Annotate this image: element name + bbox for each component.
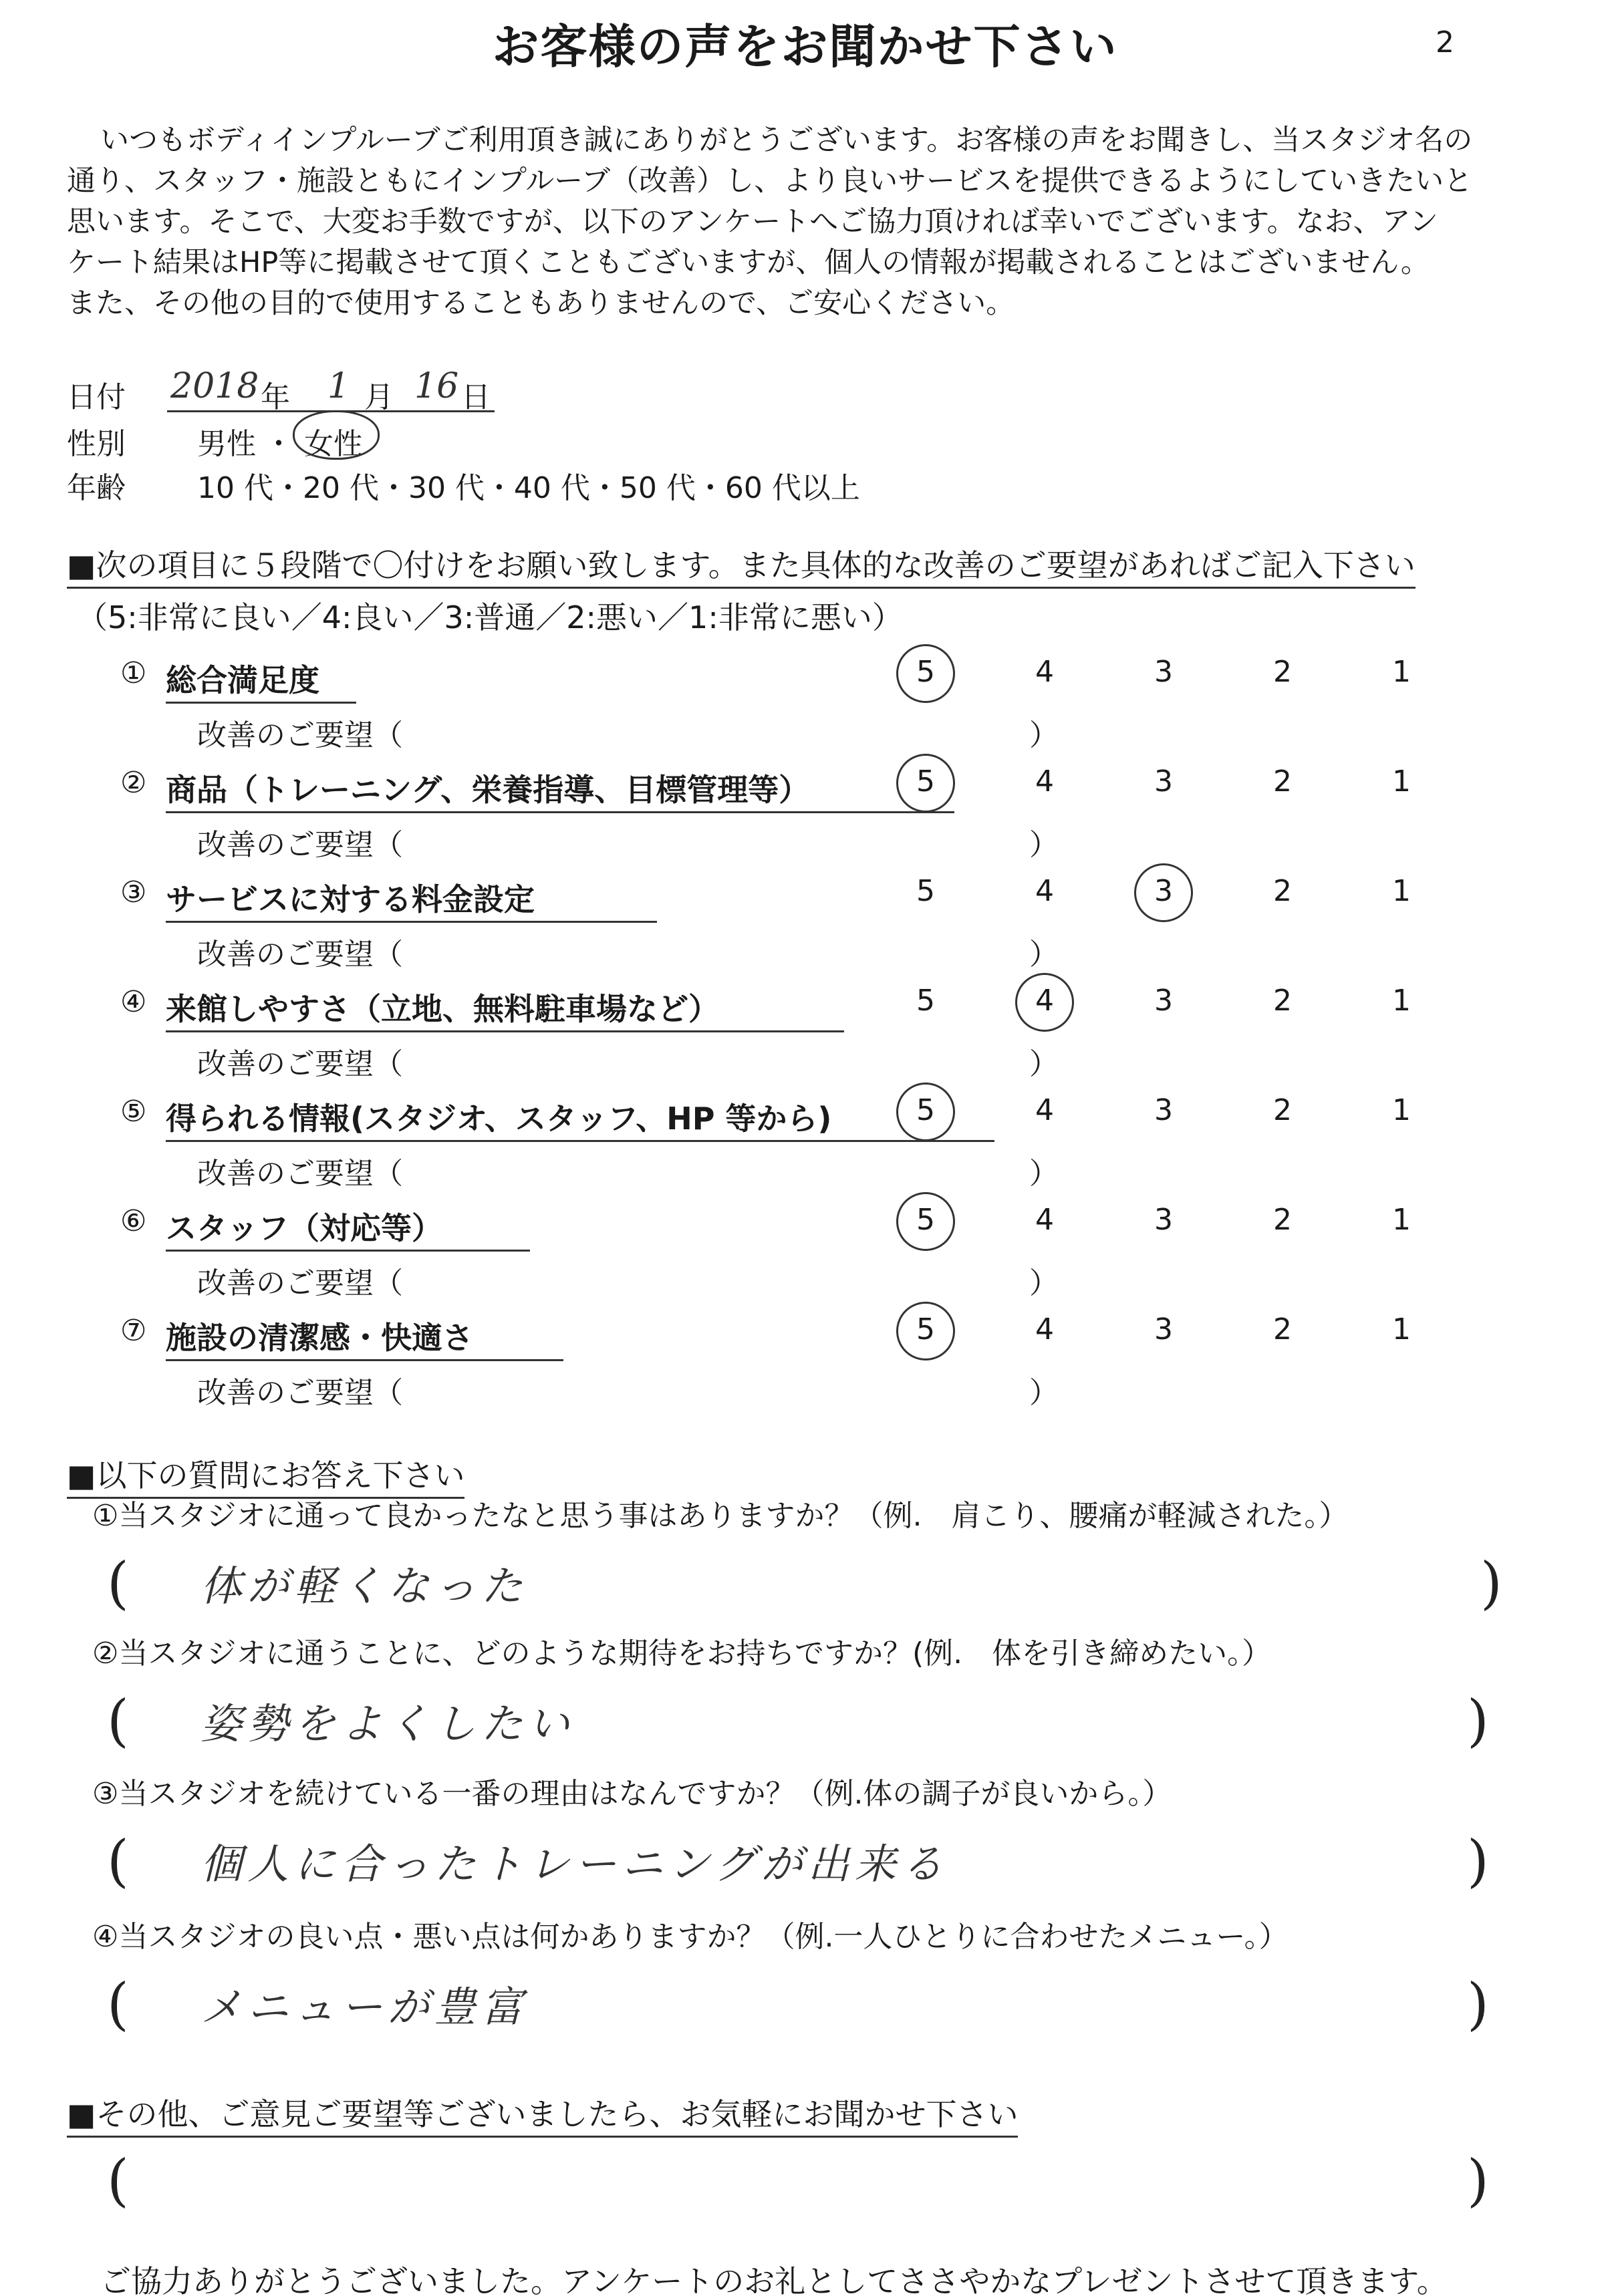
intro-line: ケート結果はHP等に掲載させて頂くこともございますが、個人の情報が掲載されることはございません。 [67,246,1430,279]
improvement-request-label: 改善のご要望（ [197,1376,403,1410]
open-question: ③当スタジオを続けている一番の理由はなんですか？（例.体の調子が良いから。） [92,1777,1172,1811]
open-question: ④当スタジオの良い点・悪い点は何かありますか？（例.一人ひとりに合わせたメニュー。） [92,1920,1289,1954]
rating-item-label: 施設の清潔感・快適さ [166,1314,563,1361]
rating-option-1[interactable]: 1 [1392,874,1411,908]
open-answer[interactable]: 個人に合ったトレーニングが出来る [200,1840,948,1888]
improvement-request-close: ） [1029,1047,1059,1081]
age-label: 年齢 [67,471,126,505]
intro-line: いつもボディインプルーブご利用頂き誠にありがとうございます。お客様の声をお聞きし、当スタジオ名の [100,124,1473,157]
date-day: 16 [414,366,459,406]
improvement-request-field[interactable] [441,708,1029,748]
rating-selection-circle [896,644,955,703]
rating-option-5[interactable]: 5 [916,1093,935,1127]
gender-option-female[interactable]: 女性 [304,427,363,461]
month-suffix: 月 [364,380,394,414]
rating-option-1[interactable]: 1 [1392,984,1411,1018]
rating-item-number: ① [120,656,147,690]
rating-option-3[interactable]: 3 [1154,1093,1173,1127]
improvement-request-label: 改善のご要望（ [197,1157,403,1191]
intro-line: 思います。そこで、大変お手数ですが、以下のアンケートへご協力頂ければ幸いでございます。なお、アン [67,205,1438,239]
rating-option-5[interactable]: 5 [916,1203,935,1237]
intro-line: また、その他の目的で使用することもありませんので、ご安心ください。 [67,287,1015,320]
rating-item-number: ⑤ [120,1095,147,1129]
rating-option-1[interactable]: 1 [1392,655,1411,689]
improvement-request-label: 改善のご要望（ [197,1047,403,1081]
rating-option-2[interactable]: 2 [1273,1312,1292,1346]
rating-item-label: スタッフ（対応等） [166,1204,530,1252]
rating-option-2[interactable]: 2 [1273,1203,1292,1237]
page-number: 2 [1436,25,1454,59]
gender-selection-circle [293,410,380,460]
rating-option-3[interactable]: 3 [1154,764,1173,799]
open-question: ①当スタジオに通って良かったなと思う事はありますか？（例. 肩こり、腰痛が軽減された。） [92,1499,1349,1533]
other-section-header: ■その他、ご意見ご要望等ございましたら、お気軽にお聞かせ下さい [67,2090,1018,2138]
rating-selection-circle [896,1192,955,1251]
improvement-request-field[interactable] [441,1037,1029,1077]
date-month: 1 [327,366,350,406]
improvement-request-close: ） [1029,718,1059,752]
rating-option-2[interactable]: 2 [1273,764,1292,799]
rating-option-4[interactable]: 4 [1035,874,1054,908]
other-open-paren: ( [107,2148,129,2213]
answer-open-paren: ( [107,1828,129,1894]
rating-selection-circle [1015,973,1074,1032]
gender-option-male[interactable]: 男性 [197,427,256,461]
rating-option-3[interactable]: 3 [1154,1203,1173,1237]
rating-scale-legend: （5:非常に良い／4:良い／3:普通／2:悪い／1:非常に悪い） [77,599,903,635]
rating-option-1[interactable]: 1 [1392,1312,1411,1346]
rating-option-2[interactable]: 2 [1273,1093,1292,1127]
rating-item-label: 得られる情報(スタジオ、スタッフ、HP 等から) [166,1095,994,1142]
rating-option-4[interactable]: 4 [1035,764,1054,799]
rating-item-label: 総合満足度 [166,656,356,704]
rating-option-5[interactable]: 5 [916,984,935,1018]
rating-option-3[interactable]: 3 [1154,874,1173,908]
rating-option-1[interactable]: 1 [1392,764,1411,799]
open-answer[interactable]: メニューが豊富 [200,1983,529,2031]
answer-close-paren: ) [1480,1550,1502,1616]
rating-selection-circle [896,754,955,813]
other-answer-field[interactable] [154,2158,1450,2205]
improvement-request-field[interactable] [441,818,1029,858]
gender-separator: ・ [264,427,293,461]
answer-close-paren: ) [1467,1971,1489,2037]
rating-selection-circle [1134,863,1193,922]
rating-option-5[interactable]: 5 [916,874,935,908]
gender-label: 性別 [67,427,126,461]
improvement-request-field[interactable] [441,1366,1029,1406]
rating-option-4[interactable]: 4 [1035,1312,1054,1346]
rating-option-5[interactable]: 5 [916,1312,935,1346]
open-section-header: ■以下の質問にお答え下さい [67,1451,464,1499]
rating-option-4[interactable]: 4 [1035,1203,1054,1237]
rating-item-number: ④ [120,985,147,1019]
intro-text [67,120,1564,324]
rating-option-4[interactable]: 4 [1035,655,1054,689]
answer-close-paren: ) [1467,1828,1489,1894]
improvement-request-label: 改善のご要望（ [197,828,403,862]
improvement-request-close: ） [1029,1157,1059,1191]
improvement-request-close: ） [1029,1266,1059,1300]
day-suffix: 日 [461,380,491,414]
rating-section-header: ■次の項目に５段階で〇付けをお願い致します。また具体的な改善のご要望があればご記入下さい [67,541,1416,589]
rating-option-3[interactable]: 3 [1154,984,1173,1018]
rating-item-number: ⑥ [120,1204,147,1238]
rating-option-5[interactable]: 5 [916,764,935,799]
answer-close-paren: ) [1467,1688,1489,1753]
intro-line: 通り、スタッフ・施設ともにインプルーブ（改善）し、より良いサービスを提供できるようにしていきたいと [67,164,1473,198]
footer-thanks: ご協力ありがとうございました。アンケートのお礼としてささやかなプレゼントさせて頂きます。 [100,2263,1448,2296]
improvement-request-label: 改善のご要望（ [197,938,403,972]
rating-option-2[interactable]: 2 [1273,984,1292,1018]
age-options[interactable]: 10 代・20 代・30 代・40 代・50 代・60 代以上 [197,471,860,505]
rating-option-3[interactable]: 3 [1154,655,1173,689]
year-suffix: 年 [261,380,290,414]
rating-option-3[interactable]: 3 [1154,1312,1173,1346]
answer-open-paren: ( [107,1550,129,1616]
rating-item-number: ⑦ [120,1314,147,1348]
rating-option-1[interactable]: 1 [1392,1093,1411,1127]
rating-item-label: サービスに対する料金設定 [166,875,657,923]
answer-open-paren: ( [107,1971,129,2037]
date-year: 2018 [170,366,259,406]
improvement-request-close: ） [1029,938,1059,972]
rating-option-5[interactable]: 5 [916,655,935,689]
rating-selection-circle [896,1083,955,1141]
rating-option-2[interactable]: 2 [1273,655,1292,689]
rating-option-2[interactable]: 2 [1273,874,1292,908]
open-answer[interactable]: 姿勢をよくしたい [200,1699,575,1748]
improvement-request-field[interactable] [441,1256,1029,1296]
improvement-request-label: 改善のご要望（ [197,1266,403,1300]
rating-item-number: ② [120,766,147,800]
improvement-request-field[interactable] [441,1147,1029,1187]
rating-option-4[interactable]: 4 [1035,984,1054,1018]
rating-item-label: 商品（トレーニング、栄養指導、目標管理等） [166,766,954,813]
answer-open-paren: ( [107,1688,129,1753]
open-question: ②当スタジオに通うことに、どのような期待をお持ちですか？(例. 体を引き締めたい。） [92,1636,1272,1671]
rating-option-1[interactable]: 1 [1392,1203,1411,1237]
page-title: お客様の声をお聞かせ下さい [492,19,1118,74]
date-label: 日付 [67,380,126,414]
improvement-request-close: ） [1029,828,1059,862]
rating-option-4[interactable]: 4 [1035,1093,1054,1127]
improvement-request-label: 改善のご要望（ [197,718,403,752]
rating-item-number: ③ [120,875,147,909]
open-answer[interactable]: 体が軽くなった [200,1562,529,1610]
rating-item-label: 来館しやすさ（立地、無料駐車場など） [166,985,844,1032]
other-close-paren: ) [1467,2148,1489,2213]
rating-selection-circle [896,1302,955,1360]
improvement-request-field[interactable] [441,927,1029,968]
improvement-request-close: ） [1029,1376,1059,1410]
